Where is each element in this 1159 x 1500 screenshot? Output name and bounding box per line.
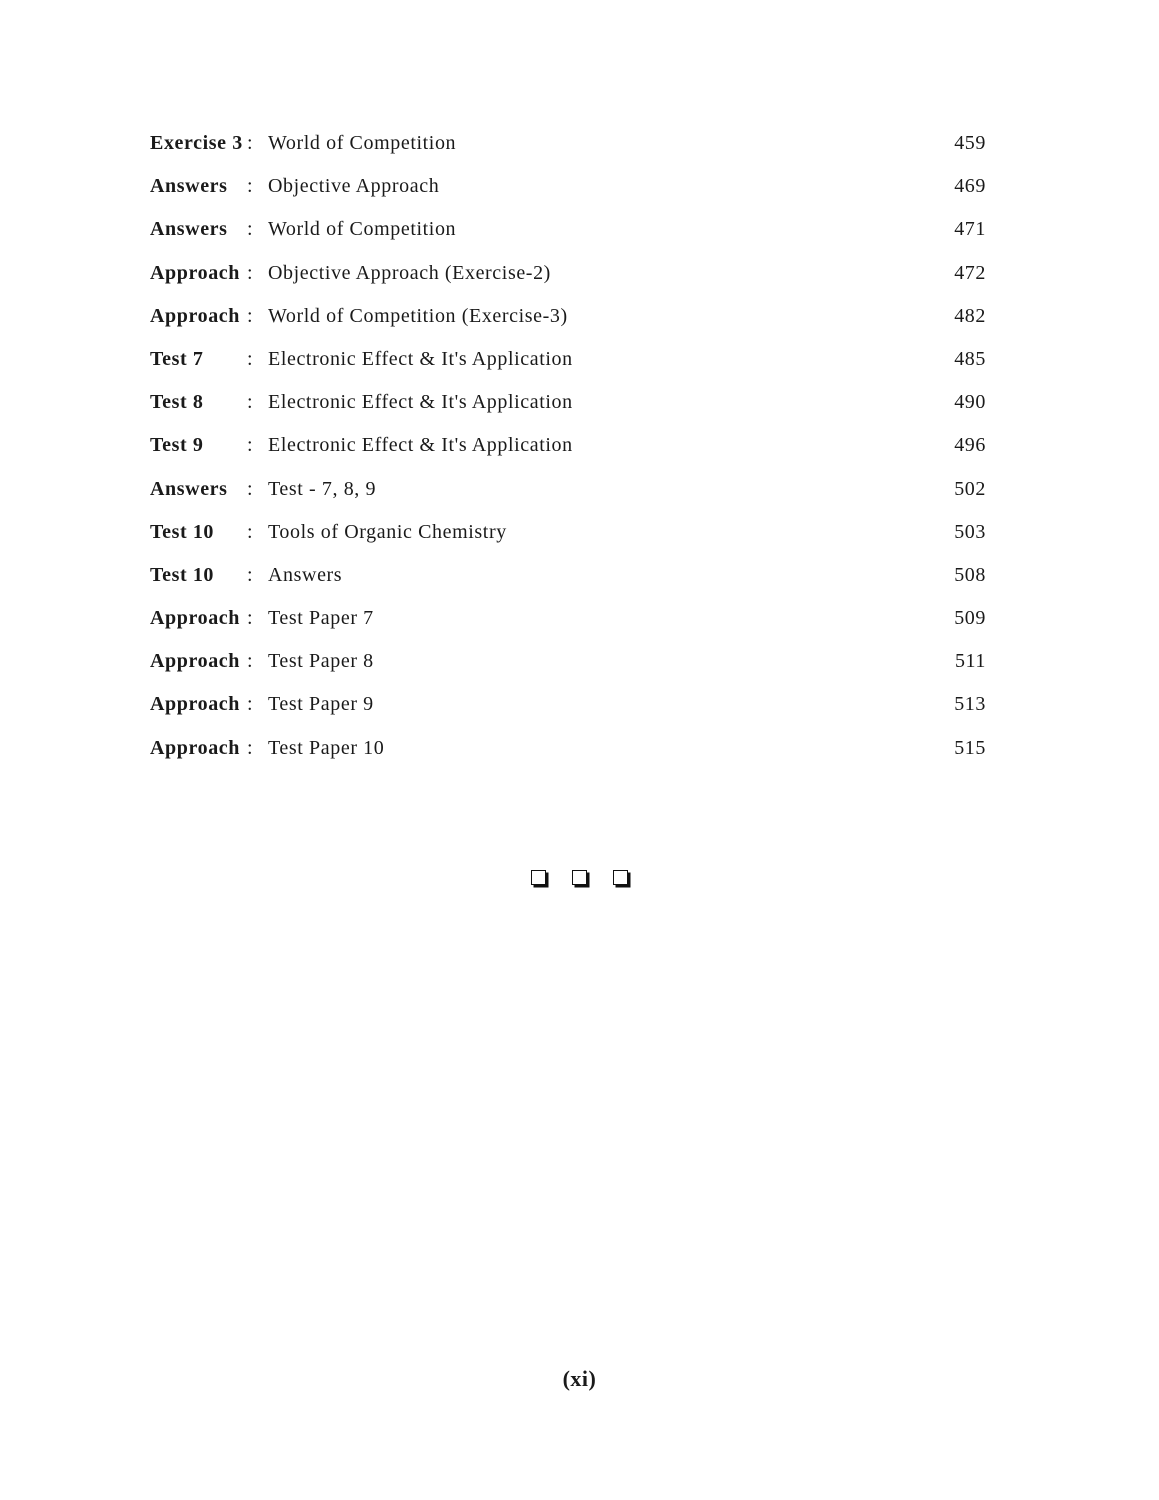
toc-entry-label: Test 7 [150,347,204,370]
toc-entry-label: Exercise 3 [150,132,243,154]
toc-entry-title: Objective Approach (Exercise-2) [268,261,551,284]
toc-entry-title: Objective Approach [268,175,440,198]
toc-entry-separator: : [247,607,254,630]
toc-entry-page: 503 [954,520,986,543]
toc-entry-label: Test 10 [150,563,215,586]
toc-entry-page: 485 [954,347,986,370]
toc-entry-label: Approach [150,304,241,327]
toc-entry-separator: : [247,175,254,198]
toc-entry-title: Test Paper 10 [268,736,385,759]
toc-entry-title: Electronic Effect & It's Application [268,347,573,370]
toc-entry-page: 502 [954,477,986,500]
hollow-square-icon [572,870,587,885]
toc-entry-title: Electronic Effect & It's Application [268,434,573,457]
toc-entry-title: Test Paper 7 [268,607,374,630]
hollow-square-icon [613,870,628,885]
toc-entry-page: 471 [954,218,986,241]
toc-entry-label: Approach [150,607,241,630]
toc-entry-separator: : [247,434,254,457]
page-number: (xi) [562,1366,597,1391]
toc-entry-separator: : [247,347,254,370]
toc-entry-title: Test Paper 8 [268,650,374,673]
toc-entry [150,727,986,770]
toc-entry-title: World of Competition [268,218,457,241]
toc-entry [150,511,986,554]
toc-entry-page: 509 [954,607,986,630]
toc-entry-title: Answers [268,563,343,586]
toc-entry-label: Answers [150,175,228,198]
toc-entry-separator: : [247,261,254,284]
toc-entry-page: 511 [954,650,986,673]
toc-entry [150,165,986,208]
hollow-square-icon [531,870,546,885]
toc-entry [150,424,986,467]
toc-entry [150,468,986,511]
toc-entry-label: Test 10 [150,520,215,543]
toc-entry-title: World of Competition (Exercise-3) [268,304,568,327]
toc-entry [150,208,986,251]
toc-entry-separator: : [247,304,254,327]
toc-entry-label: Approach [150,693,241,716]
toc-entry-title: World of Competition [268,132,457,154]
toc-entry [150,122,986,165]
toc-entry-page: 490 [954,391,986,414]
section-end-marks [0,868,1159,888]
toc-entry [150,295,986,338]
toc-entry-page: 472 [954,261,986,284]
toc-entry-label: Approach [150,650,241,673]
toc-entry-page: 482 [954,304,986,327]
toc-entry-separator: : [247,650,254,673]
toc-entry-separator: : [247,477,254,500]
toc-entry-page: 469 [954,175,986,198]
toc-entry-label: Answers [150,218,228,241]
toc-entry-label: Answers [150,477,228,500]
toc-entry-title: Electronic Effect & It's Application [268,391,573,414]
toc-entry-separator: : [247,132,254,154]
toc-entry [150,381,986,424]
toc-entry-label: Approach [150,261,241,284]
toc-entry [150,338,986,381]
toc-entry-separator: : [247,563,254,586]
toc-entry-title: Test - 7, 8, 9 [268,477,377,500]
toc-entry-separator: : [247,693,254,716]
toc-entry [150,597,986,640]
toc-entry [150,554,986,597]
toc-entry-label: Test 9 [150,434,204,457]
toc-entry-title: Test Paper 9 [268,693,374,716]
toc-entry-page: 515 [954,736,986,759]
table-of-contents [150,122,986,770]
toc-entry-separator: : [247,218,254,241]
toc-entry-page: 459 [954,132,986,154]
toc-entry-label: Approach [150,736,241,759]
toc-entry-separator: : [247,736,254,759]
toc-entry-label: Test 8 [150,391,204,414]
toc-entry [150,252,986,295]
toc-entry-separator: : [247,391,254,414]
toc-entry-title: Tools of Organic Chemistry [268,520,507,543]
toc-entry-page: 496 [954,434,986,457]
toc-entry-page: 513 [954,693,986,716]
toc-entry-separator: : [247,520,254,543]
toc-entry [150,640,986,683]
toc-entry [150,683,986,726]
toc-entry-page: 508 [954,563,986,586]
